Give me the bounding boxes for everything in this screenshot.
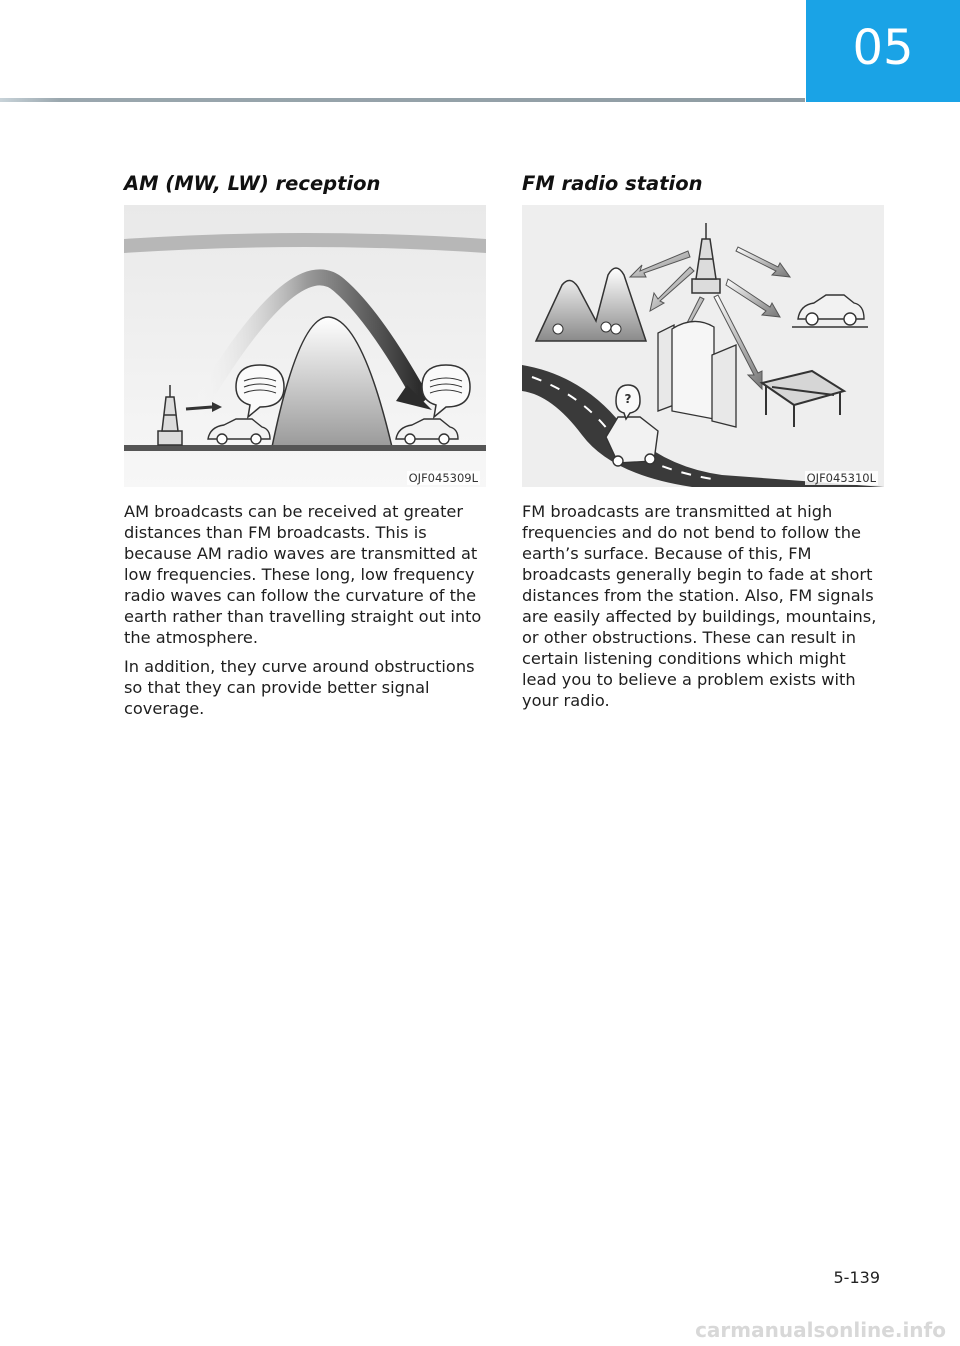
svg-text:?: ?	[624, 392, 632, 406]
am-section	[124, 172, 486, 719]
am-reception-illustration	[124, 205, 486, 487]
fm-section	[522, 172, 884, 711]
am-paragraph-1: AM broadcasts can be received at greater distances than FM broadcasts. This is because AM radio waves are transmitted at low frequencies. These long, low frequency radio waves can follow the curvature of the earth rather than travelling straight out into the atmosphere.	[124, 502, 482, 647]
fm-paragraph-1: FM broadcasts are transmitted at high frequencies and do not bend to follow the earth’s surface. Because of this, FM broadcasts generally begin to fade at short distances from the station. Also, FM signals are easily affected by buildings, mountains, or other obstructions. These can result in certain listening conditions which might lead you to believe a problem exists with your radio.	[522, 502, 877, 710]
fm-section-title: FM radio station	[522, 172, 703, 195]
header-rule	[0, 98, 805, 102]
chapter-tab: 05	[806, 0, 960, 102]
fm-station-illustration	[522, 205, 884, 487]
watermark: carmanualsonline.info	[695, 1318, 946, 1342]
am-figure-code: OJF045309L	[408, 471, 478, 485]
fm-figure-code: OJF045310L	[806, 471, 876, 485]
am-paragraph-2: In addition, they curve around obstructions so that they can provide better signal coverage.	[124, 657, 475, 718]
page-number: 5-139	[833, 1268, 880, 1287]
am-section-title: AM (MW, LW) reception	[124, 172, 381, 195]
